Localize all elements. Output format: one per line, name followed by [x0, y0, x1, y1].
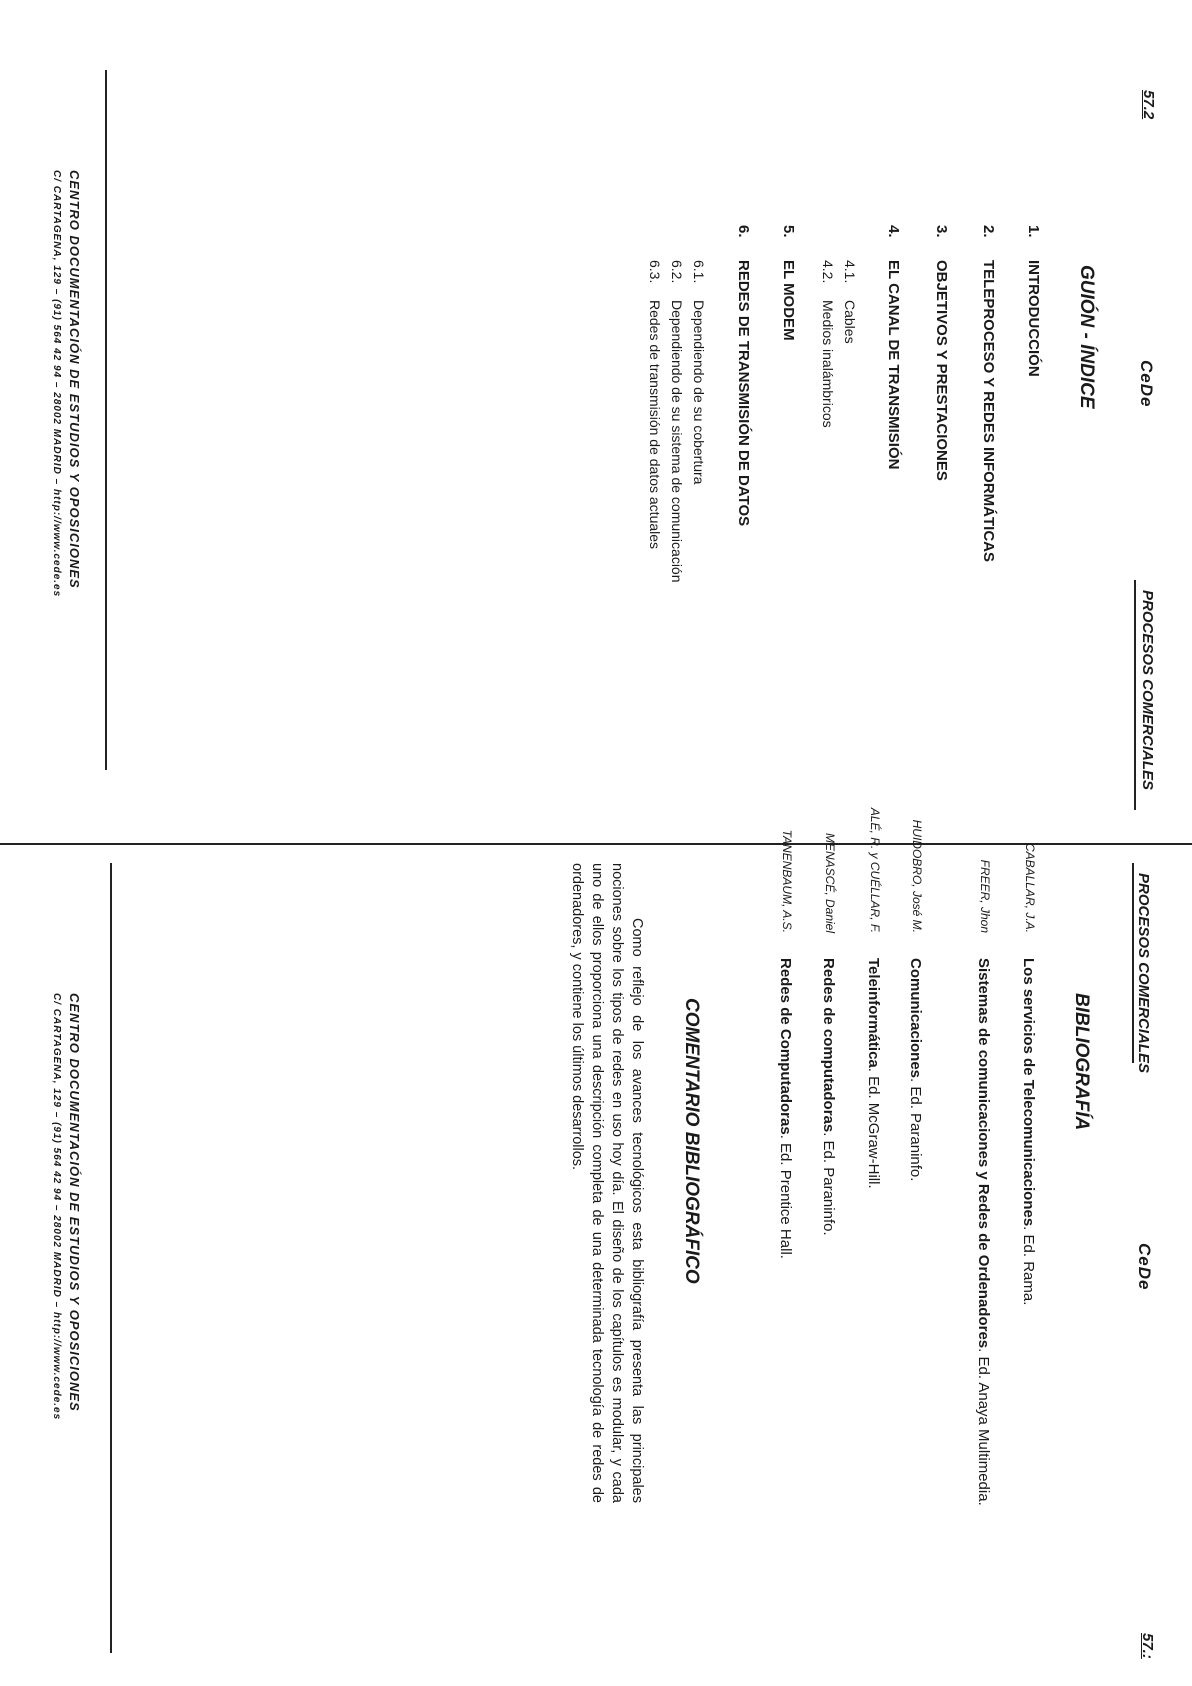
entry-publisher: . Ed. Rama. [1020, 1226, 1037, 1306]
entry-title: Sistemas de comunicaciones y Redes de Ordenadores [975, 958, 992, 1349]
right-page [0, 807, 1192, 1686]
entry-title: Comunicaciones [907, 958, 924, 1079]
entry-title: Los servicios de Telecomunicaciones [1020, 958, 1037, 1227]
page-number: 57.2 [1140, 90, 1157, 120]
index-subitem-num: 6.1. [691, 260, 707, 284]
index-item-num: 6. [735, 225, 752, 238]
index-subitem-actuales: Redes de transmisión de datos actuales [647, 300, 663, 550]
entry-author: MENASCÉ, Daniel [823, 832, 837, 933]
index-item-objetivos: OBJETIVOS Y PRESTACIONES [933, 260, 950, 481]
footer-rule [106, 70, 108, 770]
index-item-num: 4. [885, 225, 902, 238]
bibliography-entry [817, 958, 840, 1518]
index-subitem-inalambricos: Medios inalámbricos [820, 300, 836, 428]
footer-address: C/ CARTAGENA, 129 – (91) 564 42 94 – 28002 MADRID – http://www.cede.es [51, 993, 62, 1421]
bibliography-entry [774, 958, 797, 1518]
index-subitem-comunicacion: Dependiendo de su sistema de comunicación [669, 300, 685, 583]
index-item-introduccion: INTRODUCCIÓN [1025, 260, 1042, 377]
index-item-num: 3. [933, 225, 950, 238]
entry-author: HUIDOBRO, José M. [910, 819, 924, 933]
page-number: 57.: [1139, 1633, 1156, 1659]
index-item-teleproceso: TELEPROCESO Y REDES INFORMÁTICAS [980, 260, 997, 562]
header-rule [1133, 863, 1135, 1063]
bibliography-entry [862, 958, 885, 1518]
index-subitem-cables: Cables [842, 300, 858, 344]
entry-publisher: . Ed. Paraninfo. [907, 1078, 924, 1182]
index-subitem-cobertura: Dependiendo de su cobertura [691, 300, 707, 485]
entry-author: ALÉ, R. y CUÉLLAR, F. [868, 807, 882, 933]
entry-title: Teleinformática [865, 958, 882, 1068]
section-header: PROCESOS COMERCIALES [1135, 873, 1152, 1074]
index-item-redes: REDES DE TRANSMISIÓN DE DATOS [735, 260, 752, 527]
entry-publisher: . Ed. Prentice Hall. [777, 1134, 794, 1259]
index-item-num: 5. [780, 225, 797, 238]
entry-author: FREER, Jhon [978, 859, 992, 933]
section-header: PROCESOS COMERCIALES [1139, 590, 1156, 791]
index-item-num: 1. [1025, 225, 1042, 238]
comment-paragraph: Como reflejo de los avances tecnológicos esta bibliografía presenta las principales nociones sobre los tipos de redes en uso hoy día. El diseño de los capítulos es modular, y cada uno de ellos proporciona una descripción completa de una determinada tecnología de redes de ordenadores, y contiene los últimos desarrollos. [569, 863, 645, 1503]
footer-address: C/ CARTAGENA, 129 – (91) 564 42 94 – 28002 MADRID – http://www.cede.es [51, 170, 62, 598]
entry-publisher: . Ed. Anaya Multimedia. [975, 1348, 992, 1506]
entry-publisher: . Ed. Paraninfo. [820, 1132, 837, 1236]
bibliography-entry [1017, 958, 1040, 1518]
index-title: GUIÓN - ÍNDICE [1076, 265, 1097, 409]
footer-title: CENTRO DOCUMENTACIÓN DE ESTUDIOS Y OPOSICIONES [67, 993, 82, 1412]
footer-title: CENTRO DOCUMENTACIÓN DE ESTUDIOS Y OPOSICIONES [67, 170, 82, 589]
index-item-canal: EL CANAL DE TRANSMISIÓN [885, 260, 902, 470]
bibliography-entry [972, 958, 995, 1518]
bibliography-entry [904, 958, 927, 1518]
header-rule [1135, 580, 1137, 810]
index-subitem-num: 6.3. [647, 260, 663, 284]
index-item-modem: EL MODEM [780, 260, 797, 341]
entry-publisher: . Ed. McGraw-Hill. [865, 1067, 882, 1189]
entry-title: Redes de computadoras [820, 958, 837, 1133]
index-item-num: 2. [980, 225, 997, 238]
entry-author: CABALLAR, J.A. [1023, 842, 1037, 933]
entry-title: Redes de Computadoras [777, 958, 794, 1135]
cede-logo: CeDe [1137, 360, 1156, 408]
index-subitem-num: 6.2. [669, 260, 685, 284]
entry-author: TANENBAUM, A.S. [780, 829, 794, 933]
cede-logo: CeDe [1135, 1243, 1154, 1291]
bibliography-title: BIBLIOGRAFÍA [1071, 993, 1092, 1131]
index-subitem-num: 4.2. [820, 260, 836, 284]
index-subitem-num: 4.1. [842, 260, 858, 284]
footer-rule [111, 863, 113, 1653]
comment-title: COMENTARIO BIBLIOGRÁFICO [681, 998, 702, 1284]
